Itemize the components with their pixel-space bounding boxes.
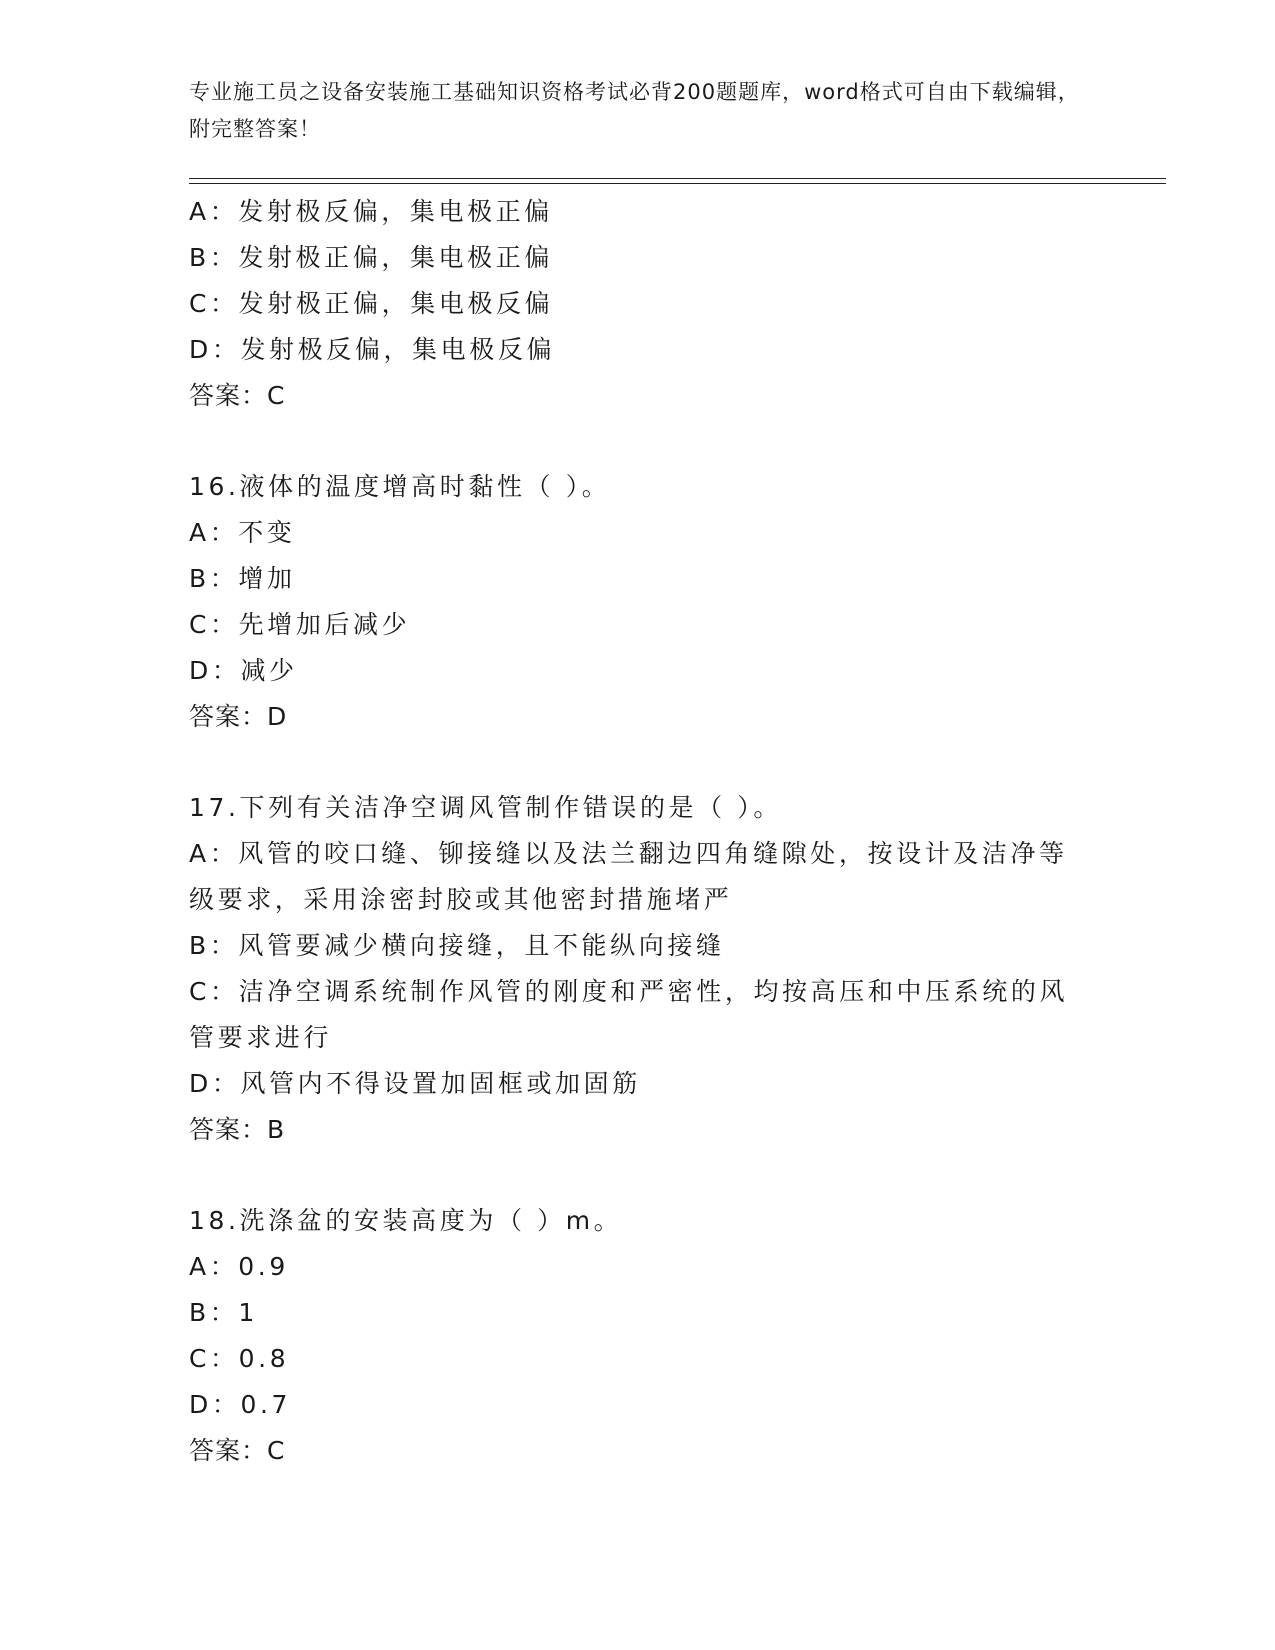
q16-option-d: D：减少	[189, 656, 298, 685]
q18-title: 18.洗涤盆的安装高度为（ ）m。	[189, 1206, 623, 1235]
spacer	[189, 1153, 1089, 1198]
q18-option-a: A：0.9	[189, 1252, 289, 1281]
q18-option-b: B：1	[189, 1298, 258, 1327]
q16-option-b: B：增加	[189, 564, 296, 593]
question-18-block	[189, 1198, 1089, 1474]
q17-option-b: B：风管要减少横向接缝，且不能纵向接缝	[189, 931, 725, 960]
q16-option-c: C：先增加后减少	[189, 610, 411, 639]
q17-title: 17.下列有关洁净空调风管制作错误的是（ ）。	[189, 793, 783, 822]
q15-option-d: D：发射极反偏，集电极反偏	[189, 335, 556, 364]
q18-option-c: C：0.8	[189, 1344, 290, 1373]
question-17-block	[189, 785, 1089, 1153]
q15-option-b: B：发射极正偏，集电极正偏	[189, 243, 553, 272]
question-16-block	[189, 464, 1089, 740]
q16-answer: 答案：D	[189, 702, 288, 731]
question-15-block	[189, 189, 1089, 419]
q17-option-c: C：洁净空调系统制作风管的刚度和严密性，均按高压和中压系统的风管要求进行	[189, 977, 1069, 1052]
q15-option-a: A：发射极反偏，集电极正偏	[189, 197, 553, 226]
q17-option-a: A：风管的咬口缝、铆接缝以及法兰翻边四角缝隙处，按设计及洁净等级要求，采用涂密封胶或其他密封措施堵严	[189, 839, 1068, 914]
question-content	[189, 189, 1089, 1474]
document-header: 专业施工员之设备安装施工基础知识资格考试必背200题题库，word格式可自由下载编辑，附完整答案！	[189, 80, 1080, 141]
q17-answer: 答案：B	[189, 1115, 286, 1144]
q18-option-d: D：0.7	[189, 1390, 292, 1419]
spacer	[189, 740, 1089, 785]
header-rule-bottom	[189, 183, 1166, 184]
q15-option-c: C：发射极正偏，集电极反偏	[189, 289, 554, 318]
q16-title: 16.液体的温度增高时黏性（ ）。	[189, 472, 611, 501]
q16-option-a: A：不变	[189, 518, 296, 547]
spacer	[189, 419, 1089, 464]
q17-option-d: D：风管内不得设置加固框或加固筋	[189, 1069, 641, 1098]
q18-answer: 答案：C	[189, 1436, 286, 1465]
header-rule-top	[189, 178, 1166, 179]
q15-answer: 答案：C	[189, 381, 286, 410]
